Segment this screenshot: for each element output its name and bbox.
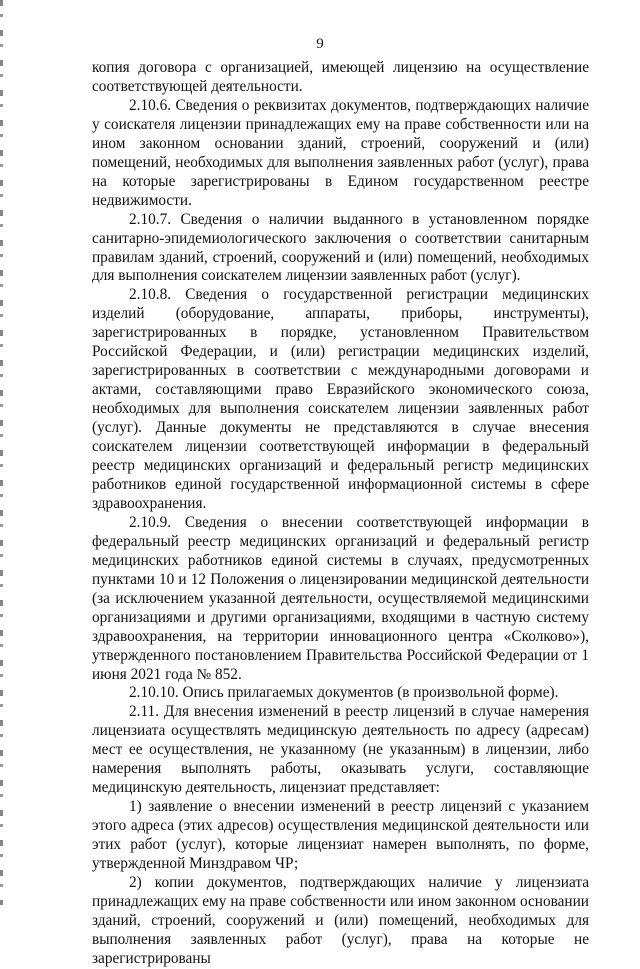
paragraph-2-10-10: 2.10.10. Опись прилагаемых документов (в произвольной форме).: [129, 684, 559, 702]
paragraph-2-10-6: 2.10.6. Сведения о реквизитах документов, подтверждающих наличие у соискателя лицензии принадлежащих ему на праве собственности или на ином законном основании зданий, строений, сооружений и (или) помещений, необходимых для выполнения заявленных работ (услуг), права на которые зарегистрированы в Едином государственном реестре недвижимости.: [92, 96, 589, 209]
paragraph-2-11: 2.11. Для внесения изменений в реестр лицензий в случае намерения лицензиата осуществлять медицинскую деятельность по адресу (адресам) мест ее осуществления, не указанному (не указанным) в лицензии, либо намерения выполнять работы, оказывать услуги, составляющие медицинскую деятельность, лицензиат представляет:: [92, 703, 589, 797]
paragraph-2-10-9: 2.10.9. Сведения о внесении соответствующей информации в федеральный реестр медицинских организаций и федеральный регистр медицинских работников единой системы в случаях, предусмотренных пунктами 10 и 12 Положения о лицензировании медицинской деятельности (за исключением указанной деятельности, осуществляемой медицинскими организациями и другими организациями, входящими в частную систему здравоохранения, на территории инновационного центра «Сколково»), утвержденного постановлением Правительства Российской Федерации от 1 июня 2021 года № 852.: [92, 513, 589, 683]
document-body: [92, 59, 589, 969]
list-item-2: 2) копии документов, подтверждающих наличие у лицензиата принадлежащих ему на праве собственности или ином законном основании зданий, строений, сооружений и (или) помещений, необходимых для выполнения заявленных работ (услуг), права на которые не зарегистрированы: [92, 873, 589, 967]
page-number: 9: [316, 36, 324, 52]
list-item-1: 1) заявление о внесении изменений в реестр лицензий с указанием этого адреса (этих адресов) осуществления медицинской деятельности или этих работ (услуг), которые лицензиат намерен выполнять, по форме, утвержденной Минздравом ЧР;: [92, 798, 589, 873]
scan-edge-artifact: [0, 0, 3, 905]
paragraph-2-10-7: 2.10.7. Сведения о наличии выданного в установленном порядке санитарно-эпидемиологического заключения о соответствии санитарным правилам зданий, строений, сооружений и (или) помещений, необходимых для выполнения соискателем лицензии заявленных работ (услуг).: [92, 210, 589, 285]
paragraph-contract-copy: копия договора с организацией, имеющей лицензию на осуществление соответствующей деятельности.: [92, 59, 589, 95]
paragraph-2-10-8: 2.10.8. Сведения о государственной регистрации медицинских изделий (оборудование, аппараты, приборы, инструменты), зарегистрированных в порядке, установленном Правительством Российской Федерации, и (или) регистрации медицинских изделий, зарегистрированных в соответствии с международными договорами и актами, составляющими право Евразийского экономического союза, необходимых для выполнения соискателем лицензии заявленных работ (услуг). Данные документы не представляются в случае внесения соискателем лицензии соответствующей информации в федеральный реестр медицинских организаций и федеральный регистр медицинских работников единой государственной информационной системы в сфере здравоохранения.: [92, 286, 589, 512]
